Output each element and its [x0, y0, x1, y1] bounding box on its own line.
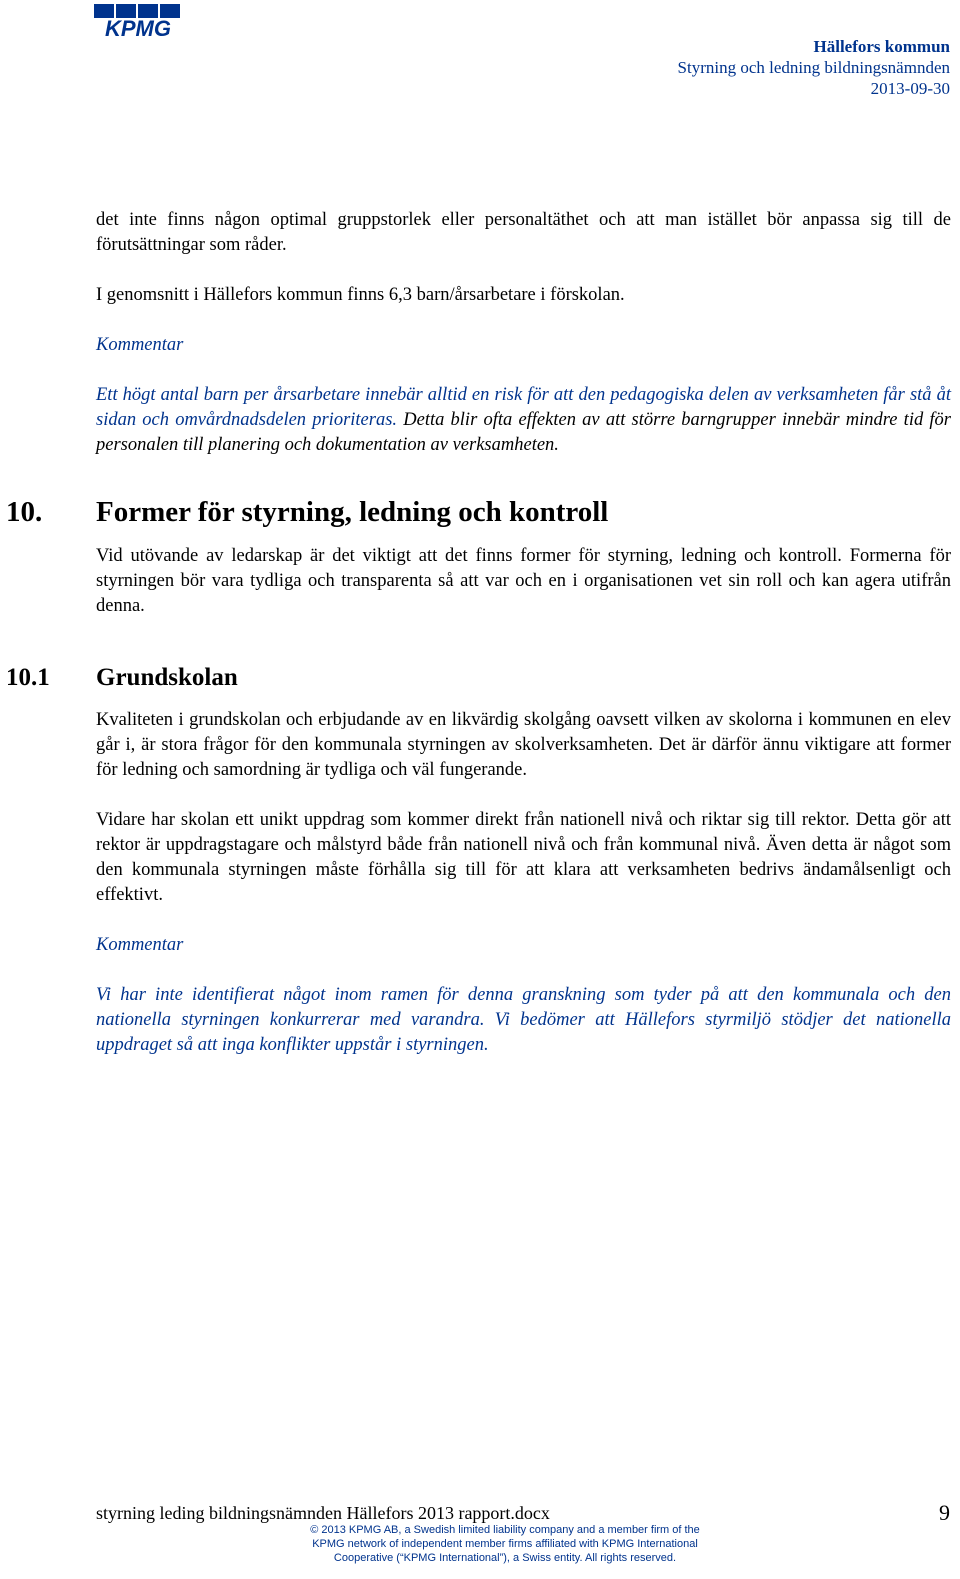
grundskolan-paragraph-2: Vidare har skolan ett unikt uppdrag som kommer direkt från nationell nivå och riktar sig till rektor. Detta gör att rektor är uppdragstagare och målstyrd både från nationell nivå och från kommunal nivå. Även detta är något som den kommunala styrningen måste förhålla sig till för att klara att verksamheten bedrivs ändamålsenligt och effektivt.: [96, 810, 951, 905]
paragraph-average: I genomsnitt i Hällefors kommun finns 6,3 barn/årsarbetare i förskolan.: [96, 285, 625, 305]
section-heading-10-1: [6, 663, 951, 693]
page-header: [678, 36, 950, 99]
header-subtitle: Styrning och ledning bildningsnämnden: [677, 58, 950, 77]
comment-text-rest: Detta blir ofta effekten av att större barngrupper innebär mindre tid för personalen till planering och dokumentation av verksamheten.: [96, 410, 951, 455]
page-number: 9: [939, 1500, 950, 1525]
section-title: Former för styrning, ledning och kontroll: [96, 496, 609, 528]
footer-copyright: [290, 1523, 720, 1565]
section-number: 10.1: [6, 664, 50, 691]
comment-text: Vi har inte identifierat något inom ramen för denna granskning som tyder på att den kommunala och den nationella styrningen konkurrerar med varandra. Vi bedömer att Hällefors styrmiljö stödjer det nationella uppdraget så att inga konflikter uppstår i styrningen.: [96, 985, 951, 1055]
header-date: 2013-09-30: [870, 79, 950, 98]
section-number: 10.: [6, 496, 43, 528]
comment-label: Kommentar: [96, 335, 184, 355]
copyright-line: KPMG network of independent member firms affiliated with KPMG International: [312, 1538, 698, 1550]
logo-text: KPMG: [105, 16, 171, 40]
kpmg-logo: [92, 2, 184, 40]
document-body: [6, 208, 951, 1058]
section-title: Grundskolan: [96, 664, 238, 691]
comment-text: [96, 383, 951, 458]
copyright-line: © 2013 KPMG AB, a Swedish limited liability company and a member firm of the: [310, 1524, 700, 1536]
comment-label: Kommentar: [96, 935, 184, 955]
header-organization: Hällefors kommun: [813, 37, 950, 56]
grundskolan-paragraph-1: Kvaliteten i grundskolan och erbjudande av en likvärdig skolgång oavsett vilken av skolorna i kommunen en elev går i, är stora frågor för den kommunala styrningen av skolverksamheten. Det är därför ännu viktigare att former för ledning och samordning är tydliga och väl fungerande.: [96, 710, 951, 780]
copyright-line: Cooperative (“KPMG International”), a Swiss entity. All rights reserved.: [333, 1552, 677, 1564]
section-10-text: Vid utövande av ledarskap är det viktigt att det finns former för styrning, ledning och kontroll. Formerna för styrningen bör vara tydliga och transparenta så att var och en i organisationen vet sin roll och kan agera utifrån denna.: [96, 546, 951, 616]
comment-text-highlight: Ett högt antal barn per årsarbetare innebär alltid en risk för att den pedagogiska delen av verksamheten får stå åt sidan och omvårdnadsdelen prioriteras.: [96, 385, 951, 430]
section-heading-10: [6, 495, 951, 529]
footer-filename: styrning leding bildningsnämnden Hällefors 2013 rapport.docx: [96, 1503, 550, 1523]
paragraph-intro: det inte finns någon optimal gruppstorlek eller personaltäthet och att man istället bör anpassa sig till de förutsättningar som råder.: [96, 210, 951, 255]
